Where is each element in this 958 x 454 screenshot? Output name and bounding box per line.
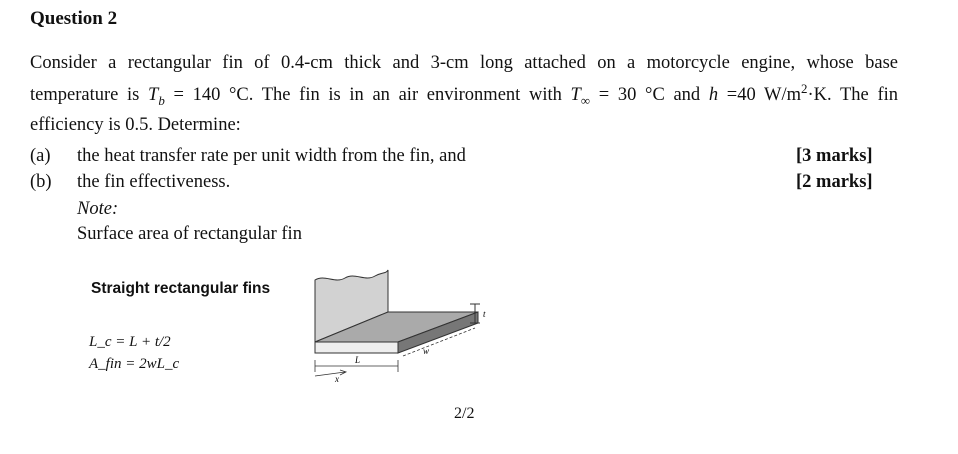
equation-afin-text: A_fin = 2wL_c <box>89 356 180 372</box>
equation-afin <box>89 356 179 373</box>
paragraph-line-2: temperature is $T_b = 140$ °C. The fin is in an air environment with $T_\infty = 30$ °C and h =40 $W/m^2\cdot K$. The fin <box>30 81 898 108</box>
part-a-text: the heat transfer rate per unit width from the fin, and <box>77 146 466 166</box>
figure-title: Straight rectangular fins <box>91 280 271 297</box>
note-label: Note: <box>77 199 119 219</box>
fin-front <box>315 342 398 353</box>
width-label: w <box>423 346 430 356</box>
equation-lc <box>89 334 171 351</box>
x-label: x <box>335 374 339 384</box>
paragraph-line-3: efficiency is 0.5. Determine: <box>30 114 241 135</box>
page-number: 2/2 <box>454 405 475 422</box>
paragraph-line-1: Consider a rectangular fin of 0.4-cm thick and 3-cm long attached on a motorcycle engine, whose base <box>30 53 898 73</box>
equation-lc-text: L_c = L + t/2 <box>89 334 171 350</box>
surface-area-text: Surface area of rectangular fin <box>77 224 302 244</box>
question-paragraph <box>30 51 898 138</box>
question-heading: Question 2 <box>30 8 118 29</box>
thickness-label: t <box>483 309 486 319</box>
x-axis-arrow <box>315 370 346 376</box>
part-b-text: the fin effectiveness. <box>77 172 231 192</box>
part-b-label: (b) <box>30 172 52 192</box>
part-a-label: (a) <box>30 146 51 166</box>
fin-diagram <box>300 262 500 387</box>
part-a-marks: [3 marks] <box>796 146 873 166</box>
part-b-marks: [2 marks] <box>796 172 873 192</box>
length-label: L <box>355 355 361 365</box>
